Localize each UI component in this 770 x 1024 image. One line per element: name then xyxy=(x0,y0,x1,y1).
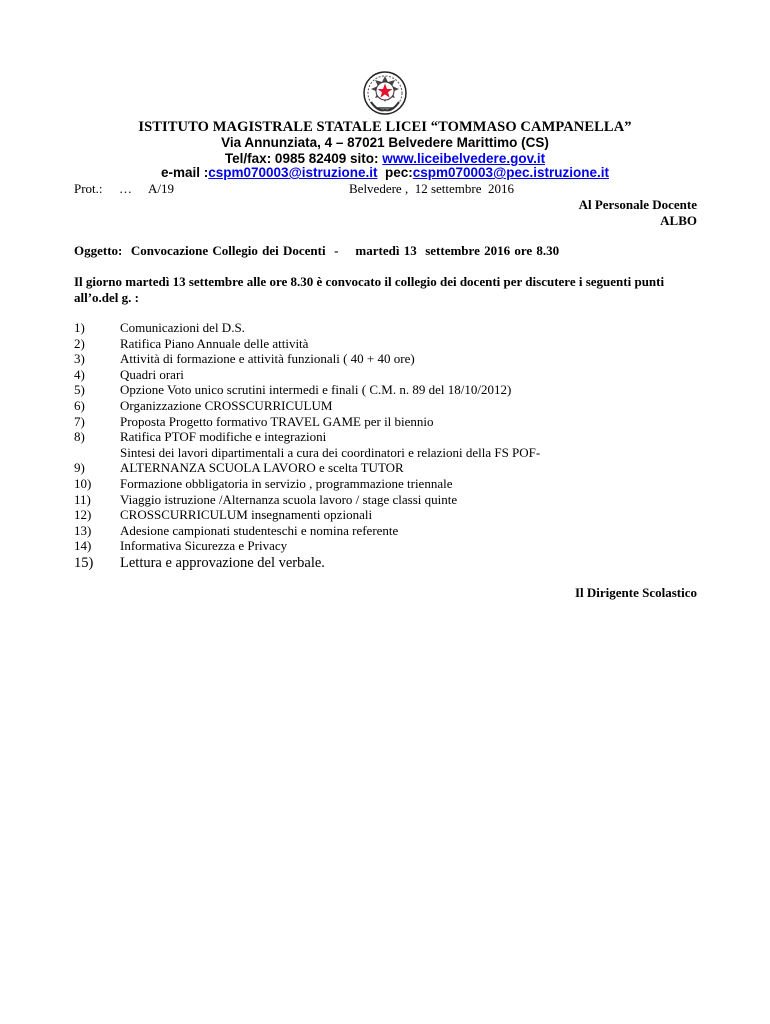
agenda-item xyxy=(74,336,540,352)
agenda-item-text: Informativa Sicurezza e Privacy xyxy=(120,538,288,554)
agenda-item-text: Attività di formazione e attività funzionali ( 40 + 40 ore) xyxy=(120,351,415,367)
agenda-item-number: 8) xyxy=(74,429,85,445)
agenda-item-number: 9) xyxy=(74,460,85,476)
agenda-item-number: 11) xyxy=(74,491,91,507)
agenda-item xyxy=(74,382,540,398)
institute-address: Via Annunziata, 4 – 87021 Belvedere Marittimo (CS) xyxy=(221,135,549,150)
agenda-item xyxy=(74,492,540,508)
document-subject: Oggetto: Convocazione Collegio dei Docenti - martedì 13 settembre 2016 ore 8.30 xyxy=(74,243,560,258)
institute-name: ISTITUTO MAGISTRALE STATALE LICEI “TOMMASO CAMPANELLA” xyxy=(138,119,632,135)
agenda-item-text: Opzione Voto unico scrutini intermedi e finali ( C.M. n. 89 del 18/10/2012) xyxy=(120,382,512,398)
agenda-item-number: 3) xyxy=(74,351,85,367)
agenda-item-number: 1) xyxy=(74,320,85,335)
agenda-item-number: 12) xyxy=(74,507,92,523)
agenda-item xyxy=(74,367,540,383)
agenda-item xyxy=(74,476,540,492)
agenda-item xyxy=(74,554,540,572)
phone-label: Tel/fax: 0985 82409 sito: xyxy=(224,151,383,166)
agenda-item-number: 4) xyxy=(74,366,85,382)
agenda-item-text: Ratifica Piano Annuale delle attività xyxy=(120,335,309,351)
agenda-item xyxy=(74,398,540,414)
protocol-label: Prot.: xyxy=(74,181,103,196)
recipient-albo: ALBO xyxy=(660,213,697,228)
agenda-item-text: Comunicazioni del D.S. xyxy=(120,320,245,335)
protocol-number: A/19 xyxy=(148,181,174,196)
agenda-list xyxy=(74,320,540,572)
agenda-item xyxy=(74,460,540,476)
agenda-item xyxy=(74,414,540,430)
agenda-item xyxy=(74,429,540,445)
email-line xyxy=(0,165,770,180)
agenda-item-continuation xyxy=(74,445,540,461)
agenda-item-text: Quadri orari xyxy=(120,366,184,382)
agenda-item-text: Lettura e approvazione del verbale. xyxy=(120,554,325,571)
agenda-item-number: 6) xyxy=(74,397,85,413)
agenda-item xyxy=(74,507,540,523)
phone-website-line xyxy=(0,151,770,166)
email-link[interactable]: cspm070003@istruzione.it xyxy=(208,165,378,180)
agenda-item-text: Organizzazione CROSSCURRICULUM xyxy=(120,397,333,413)
website-link[interactable]: www.liceibelvedere.gov.it xyxy=(382,151,546,166)
document-date: Belvedere , 12 settembre 2016 xyxy=(349,181,514,196)
republic-emblem-icon xyxy=(362,70,408,116)
signature-label: Il Dirigente Scolastico xyxy=(574,585,697,600)
agenda-item-text: CROSSCURRICULUM insegnamenti opzionali xyxy=(120,507,373,523)
agenda-item xyxy=(74,320,540,336)
agenda-item-text: Proposta Progetto formativo TRAVEL GAME per il biennio xyxy=(120,413,434,429)
intro-paragraph: Il giorno martedì 13 settembre alle ore 8.30 è convocato il collegio dei docenti per discutere i seguenti punti all’o.del g. : xyxy=(74,274,665,305)
pec-label: pec: xyxy=(377,165,413,180)
agenda-item-number: 15) xyxy=(74,554,94,571)
agenda-item-number: 2) xyxy=(74,335,85,351)
agenda-item xyxy=(74,351,540,367)
agenda-item-text: Ratifica PTOF modifiche e integrazioni xyxy=(120,429,327,445)
agenda-item-text: ALTERNANZA SCUOLA LAVORO e scelta TUTOR xyxy=(120,460,404,476)
pec-link[interactable]: cspm070003@pec.istruzione.it xyxy=(412,165,609,180)
agenda-item-text: Adesione campionati studenteschi e nomina referente xyxy=(120,522,399,538)
agenda-item-text: Formazione obbligatoria in servizio , programmazione triennale xyxy=(120,475,453,491)
agenda-item-text: Sintesi dei lavori dipartimentali a cura dei coordinatori e relazioni della FS POF- xyxy=(120,444,541,460)
agenda-item xyxy=(74,523,540,539)
agenda-item-text: Viaggio istruzione /Alternanza scuola lavoro / stage classi quinte xyxy=(120,491,458,507)
email-label: e-mail : xyxy=(160,165,209,180)
agenda-item-number: 13) xyxy=(74,522,92,538)
agenda-item xyxy=(74,538,540,554)
recipient-staff: Al Personale Docente xyxy=(578,197,697,212)
protocol-dots: … xyxy=(119,181,132,196)
agenda-item-number: 5) xyxy=(74,382,85,398)
agenda-item-number: 14) xyxy=(74,538,92,554)
agenda-item-number: 10) xyxy=(74,475,92,491)
agenda-item-number: 7) xyxy=(74,413,85,429)
